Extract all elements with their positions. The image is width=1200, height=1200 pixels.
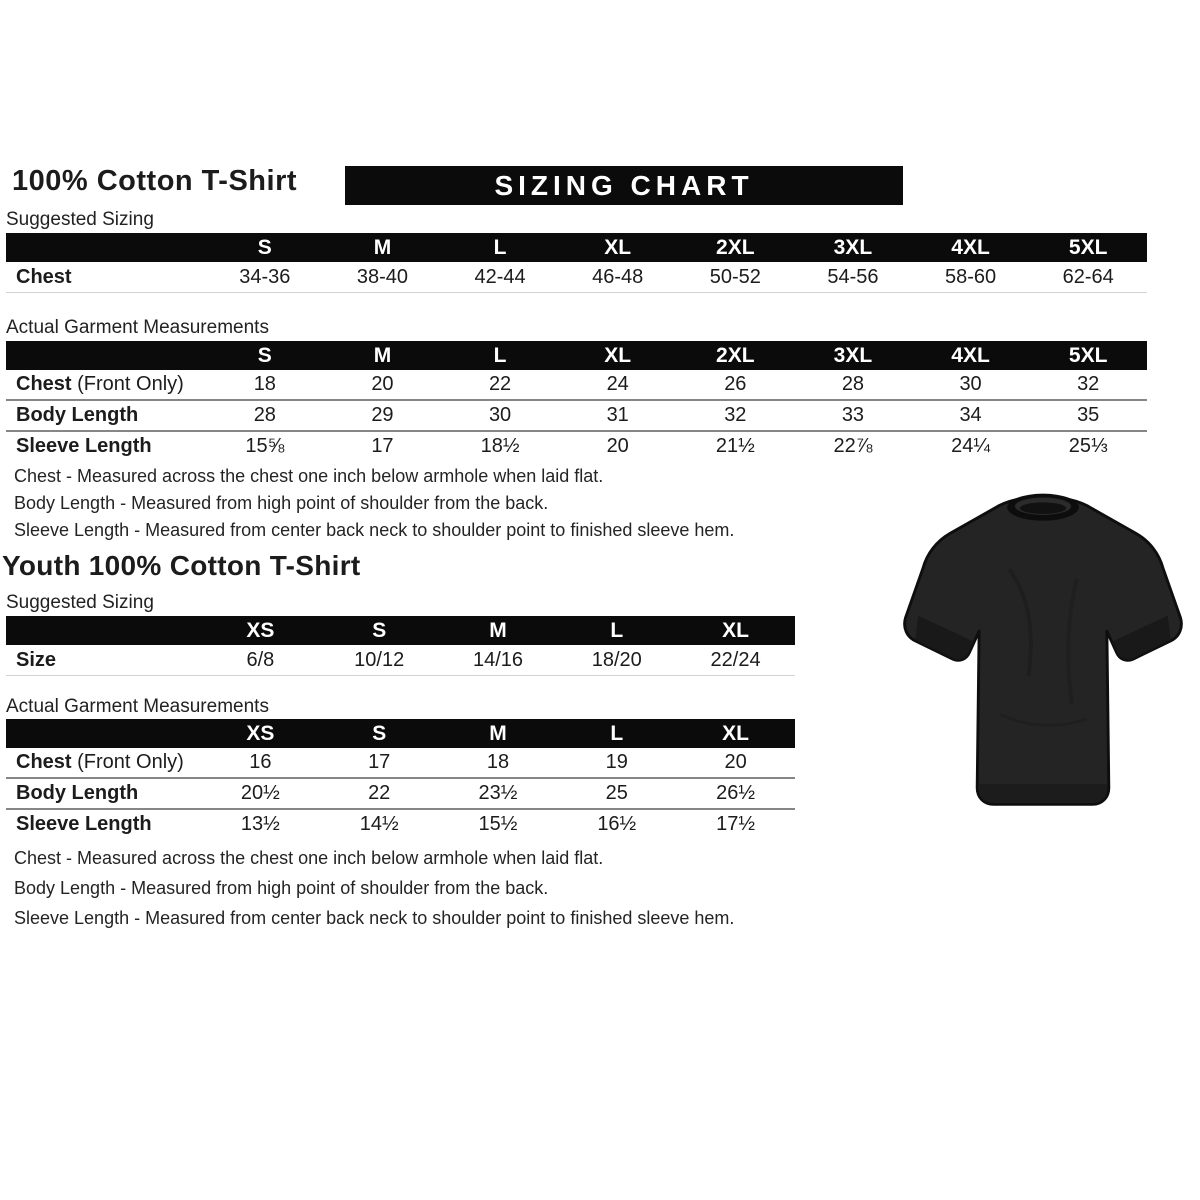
column-header-m: M bbox=[373, 343, 392, 367]
value-cell: 26½ bbox=[716, 782, 756, 804]
table-header-row bbox=[6, 719, 795, 748]
value-cell: 24¼ bbox=[951, 435, 991, 457]
row-label-text: Sleeve Length bbox=[16, 813, 152, 835]
value-cell: 34-36 bbox=[239, 265, 291, 288]
column-header-xs: XS bbox=[246, 618, 275, 642]
value-cell: 18½ bbox=[480, 435, 520, 457]
row-label-text: Chest bbox=[16, 373, 72, 395]
value-cell: 17 bbox=[368, 751, 391, 773]
value-cell: 22/24 bbox=[710, 648, 761, 671]
column-header-2xl: 2XL bbox=[716, 343, 755, 367]
adult-actual-measurements-label: Actual Garment Measurements bbox=[6, 317, 269, 338]
note-body-length: Body Length - Measured from high point of shoulder from the back. bbox=[14, 493, 549, 513]
row-label-suffix: (Front Only) bbox=[71, 751, 184, 773]
column-header-3xl: 3XL bbox=[833, 343, 873, 367]
table-row bbox=[6, 401, 1147, 432]
youth-suggested-sizing-label: Suggested Sizing bbox=[6, 592, 154, 613]
youth-actual-measurements-label: Actual Garment Measurements bbox=[6, 696, 269, 717]
value-cell: 15⅝ bbox=[245, 435, 285, 457]
value-cell: 50-52 bbox=[709, 265, 761, 288]
youth-measurement-notes bbox=[14, 843, 734, 933]
value-cell: 17½ bbox=[716, 813, 756, 835]
note-sleeve-length: Sleeve Length - Measured from center back neck to shoulder point to finished sleeve hem. bbox=[14, 908, 735, 928]
row-label bbox=[6, 266, 206, 289]
column-header-m: M bbox=[373, 235, 392, 259]
black-tshirt-image bbox=[893, 474, 1193, 824]
table-row bbox=[6, 779, 795, 810]
table-row bbox=[6, 810, 795, 839]
table-row bbox=[6, 262, 1147, 293]
value-cell: 17 bbox=[371, 435, 394, 457]
value-cell: 26 bbox=[724, 373, 747, 395]
value-cell: 22 bbox=[488, 373, 512, 395]
table-header-row bbox=[6, 233, 1147, 262]
column-header-5xl: 5XL bbox=[1068, 235, 1108, 259]
adult-measurement-notes bbox=[14, 463, 734, 544]
note-body-length: Body Length - Measured from high point of shoulder from the back. bbox=[14, 878, 549, 898]
column-header-l: L bbox=[610, 721, 624, 745]
value-cell: 42-44 bbox=[474, 265, 526, 288]
table-header-row bbox=[6, 616, 795, 645]
column-header-xl: XL bbox=[604, 235, 632, 259]
bottom-hem-shadow bbox=[979, 784, 1107, 802]
column-header-m: M bbox=[489, 618, 507, 642]
row-label bbox=[6, 751, 201, 774]
table-header-row bbox=[6, 341, 1147, 370]
value-cell: 35 bbox=[1077, 404, 1100, 426]
value-cell: 10/12 bbox=[354, 648, 405, 671]
column-header-l: L bbox=[610, 618, 624, 642]
value-cell: 33 bbox=[841, 404, 865, 426]
column-header-s: S bbox=[372, 721, 387, 745]
value-cell: 16 bbox=[249, 751, 272, 773]
value-cell: 22 bbox=[368, 782, 391, 804]
row-label-text: Body Length bbox=[16, 404, 139, 426]
value-cell: 14/16 bbox=[472, 648, 524, 671]
column-header-s: S bbox=[257, 343, 272, 367]
row-label bbox=[6, 373, 206, 396]
column-header-xl: XL bbox=[722, 721, 749, 745]
value-cell: 15½ bbox=[478, 813, 518, 835]
row-label bbox=[6, 435, 206, 458]
value-cell: 19 bbox=[605, 751, 628, 773]
note-chest: Chest - Measured across the chest one inch below armhole when laid flat. bbox=[14, 848, 604, 868]
value-cell: 18/20 bbox=[591, 648, 642, 671]
value-cell: 29 bbox=[371, 404, 394, 426]
value-cell: 28 bbox=[253, 404, 276, 426]
value-cell: 54-56 bbox=[827, 265, 879, 288]
value-cell: 13½ bbox=[240, 813, 280, 835]
value-cell: 6/8 bbox=[246, 648, 275, 671]
value-cell: 31 bbox=[606, 404, 629, 426]
row-label bbox=[6, 813, 201, 836]
column-header-m: M bbox=[489, 721, 507, 745]
value-cell: 46-48 bbox=[592, 265, 644, 288]
value-cell: 62-64 bbox=[1062, 265, 1114, 288]
adult-suggested-sizing-label: Suggested Sizing bbox=[6, 209, 154, 230]
row-label-text: Chest bbox=[16, 265, 72, 288]
adult-actual-measurements-table bbox=[6, 341, 1147, 461]
row-label-text: Sleeve Length bbox=[16, 435, 152, 457]
sizing-chart-banner: SIZING CHART bbox=[345, 166, 903, 205]
table-row bbox=[6, 748, 795, 779]
table-row bbox=[6, 645, 795, 676]
value-cell: 30 bbox=[488, 404, 512, 426]
tshirt-photo bbox=[893, 474, 1193, 824]
youth-actual-measurements-table bbox=[6, 719, 795, 839]
value-cell: 38-40 bbox=[356, 265, 409, 288]
value-cell: 18 bbox=[486, 751, 510, 773]
value-cell: 22⅞ bbox=[833, 435, 873, 457]
adult-section-title: 100% Cotton T-Shirt bbox=[12, 165, 298, 197]
value-cell: 20½ bbox=[240, 782, 280, 804]
column-header-5xl: 5XL bbox=[1068, 343, 1108, 367]
column-header-xl: XL bbox=[604, 343, 632, 367]
value-cell: 58-60 bbox=[944, 265, 997, 288]
row-label-text: Size bbox=[16, 648, 57, 671]
value-cell: 25⅓ bbox=[1068, 435, 1108, 457]
column-header-xl: XL bbox=[722, 618, 749, 642]
note-chest: Chest - Measured across the chest one inch below armhole when laid flat. bbox=[14, 466, 604, 486]
value-cell: 20 bbox=[371, 373, 394, 395]
youth-section-title: Youth 100% Cotton T-Shirt bbox=[2, 550, 361, 581]
column-header-3xl: 3XL bbox=[833, 235, 873, 259]
row-label-suffix: (Front Only) bbox=[71, 373, 184, 395]
value-cell: 30 bbox=[959, 373, 982, 395]
row-label-text: Chest bbox=[16, 751, 72, 773]
column-header-4xl: 4XL bbox=[951, 343, 990, 367]
value-cell: 32 bbox=[1077, 373, 1100, 395]
value-cell: 16½ bbox=[597, 813, 637, 835]
column-header-xs: XS bbox=[246, 721, 275, 745]
value-cell: 23½ bbox=[478, 782, 518, 804]
column-header-s: S bbox=[257, 235, 272, 259]
value-cell: 18 bbox=[253, 373, 276, 395]
column-header-l: L bbox=[493, 235, 507, 259]
column-header-4xl: 4XL bbox=[951, 235, 990, 259]
value-cell: 14½ bbox=[359, 813, 399, 835]
value-cell: 32 bbox=[724, 404, 747, 426]
column-header-2xl: 2XL bbox=[716, 235, 755, 259]
column-header-s: S bbox=[372, 618, 387, 642]
column-header-l: L bbox=[493, 343, 507, 367]
adult-suggested-sizing-table bbox=[6, 233, 1147, 293]
row-label bbox=[6, 649, 201, 672]
value-cell: 24 bbox=[606, 373, 629, 395]
table-row bbox=[6, 432, 1147, 461]
value-cell: 28 bbox=[841, 373, 865, 395]
youth-suggested-sizing-table bbox=[6, 616, 795, 676]
table-row bbox=[6, 370, 1147, 401]
value-cell: 25 bbox=[605, 782, 628, 804]
row-label-text: Body Length bbox=[16, 782, 139, 804]
value-cell: 21½ bbox=[715, 435, 755, 457]
value-cell: 34 bbox=[959, 404, 982, 426]
collar-inner bbox=[1020, 502, 1066, 514]
row-label bbox=[6, 782, 201, 805]
value-cell: 20 bbox=[724, 751, 747, 773]
value-cell: 20 bbox=[606, 435, 629, 457]
row-label bbox=[6, 404, 206, 427]
note-sleeve-length: Sleeve Length - Measured from center back neck to shoulder point to finished sleeve hem. bbox=[14, 520, 735, 540]
